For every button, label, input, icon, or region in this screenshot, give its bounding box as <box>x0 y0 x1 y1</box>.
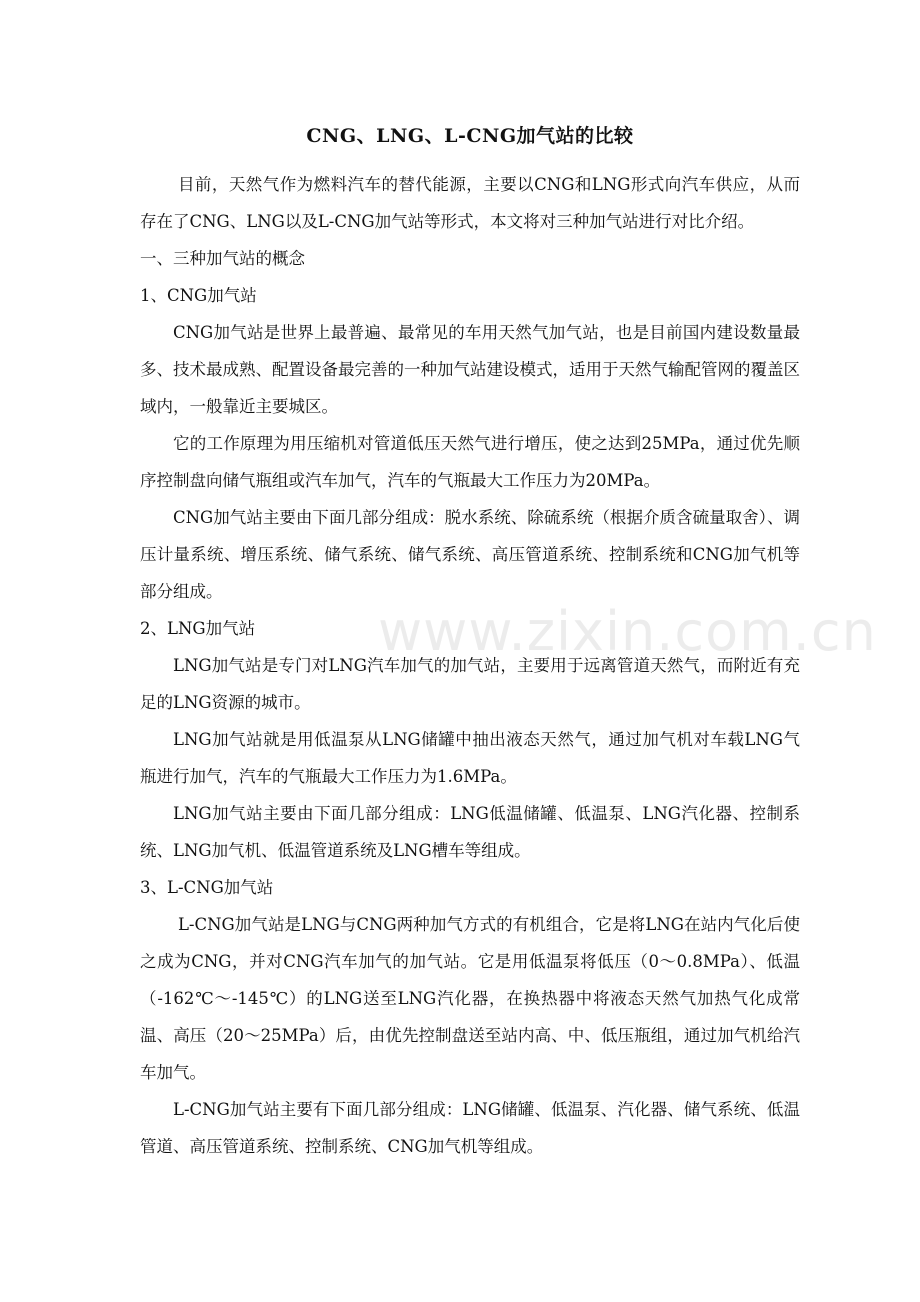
subheading-lng: 2、LNG加气站 <box>140 619 256 638</box>
watermark: www.zixin.com.cn <box>378 600 877 663</box>
subheading-lcng: 3、L-CNG加气站 <box>140 878 274 897</box>
lcng-paragraph-1: L-CNG加气站是LNG与CNG两种加气方式的有机组合，它是将LNG在站内气化后使之成为CNG，并对CNG汽车加气的加气站。它是用低温泵将低压（0～0.8MPa）、低温（-162℃～-145℃）的LNG送至LNG汽化器，在换热器中将液态天然气加热气化成常温、高压（20～25MPa）后，由优先控制盘送至站内高、中、低压瓶组，通过加气机给汽车加气。 <box>140 915 800 1082</box>
lng-paragraph-3: LNG加气站主要由下面几部分组成：LNG低温储罐、低温泵、LNG汽化器、控制系统、LNG加气机、低温管道系统及LNG槽车等组成。 <box>140 804 800 860</box>
lng-paragraph-1: LNG加气站是专门对LNG汽车加气的加气站，主要用于远离管道天然气，而附近有充足的LNG资源的城市。 <box>140 656 800 712</box>
lcng-paragraph-2: L-CNG加气站主要有下面几部分组成：LNG储罐、低温泵、汽化器、储气系统、低温管道、高压管道系统、控制系统、CNG加气机等组成。 <box>140 1100 800 1156</box>
cng-paragraph-1: CNG加气站是世界上最普遍、最常见的车用天然气加气站，也是目前国内建设数量最多、技术最成熟、配置设备最完善的一种加气站建设模式，适用于天然气输配管网的覆盖区域内，一般靠近主要城区。 <box>140 323 800 416</box>
intro-paragraph: 目前，天然气作为燃料汽车的替代能源，主要以CNG和LNG形式向汽车供应，从而存在了CNG、LNG以及L-CNG加气站等形式，本文将对三种加气站进行对比介绍。 <box>140 175 800 231</box>
lng-paragraph-2: LNG加气站就是用低温泵从LNG储罐中抽出液态天然气，通过加气机对车载LNG气瓶进行加气，汽车的气瓶最大工作压力为1.6MPa。 <box>140 730 800 786</box>
subheading-cng: 1、CNG加气站 <box>140 286 257 305</box>
cng-paragraph-2: 它的工作原理为用压缩机对管道低压天然气进行增压，使之达到25MPa，通过优先顺序控制盘向储气瓶组或汽车加气，汽车的气瓶最大工作压力为20MPa。 <box>140 434 800 490</box>
section-heading-concepts: 一、三种加气站的概念 <box>140 249 305 268</box>
document-body <box>140 118 800 1165</box>
document-title: CNG、LNG、L-CNG加气站的比较 <box>306 125 634 147</box>
cng-paragraph-3: CNG加气站主要由下面几部分组成：脱水系统、除硫系统（根据介质含硫量取舍）、调压计量系统、增压系统、储气系统、储气系统、高压管道系统、控制系统和CNG加气机等部分组成。 <box>140 508 800 601</box>
